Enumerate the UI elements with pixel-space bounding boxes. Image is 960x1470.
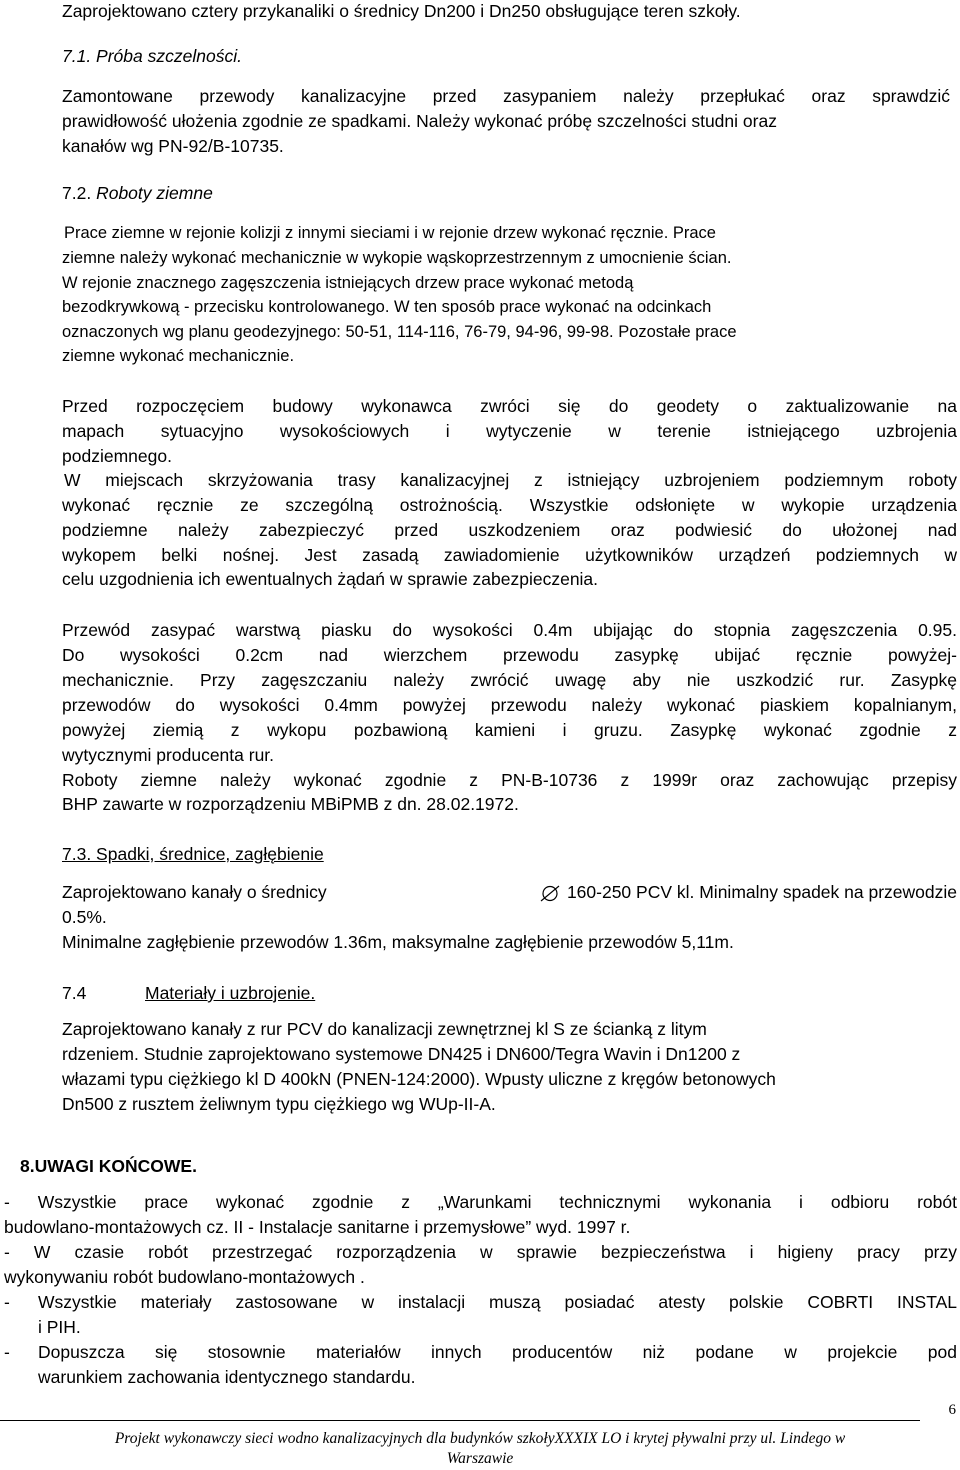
paragraph-line: Do wysokości 0.2cm nad wierzchem przewodu zasypkę ubijać ręcznie powyżej- (62, 645, 957, 665)
paragraph-line: prawidłowość ułożenia zgodnie ze spadkami. Należy wykonać próbę szczelności studni oraz (62, 111, 777, 131)
page-number: 6 (948, 1402, 956, 1418)
paragraph-line: BHP zawarte w rozporządzeniu MBiPMB z dn. 28.02.1972. (62, 794, 519, 814)
diameter-symbol-icon (539, 884, 561, 901)
paragraph-line: podziemne należy zabezpieczyć przed uszkodzeniem oraz podwiesić do ułożonej nad (62, 520, 957, 540)
paragraph-line: rdzeniem. Studnie zaprojektowano systemowe DN425 i DN600/Tegra Wavin i Dn1200 z (62, 1044, 741, 1064)
paragraph-line: celu uzgodnienia ich ewentualnych żądań w sprawie zabezpieczenia. (62, 569, 599, 589)
paragraph-line: Minimalne zagłębienie przewodów 1.36m, maksymalne zagłębienie przewodów 5,11m. (62, 932, 734, 952)
heading-text: 7.3. Spadki, średnice, zagłębienie (62, 844, 324, 864)
list-dash: - (4, 1292, 10, 1312)
section-7-1-heading (62, 44, 242, 68)
paragraph-line: W rejonie znacznego zagęszczenia istniejących drzew prace wykonać metodą (62, 274, 634, 292)
remark-line: - W czasie robót przestrzegać rozporządzenia w sprawie bezpieczeństwa i higieny pracy przy (4, 1242, 957, 1262)
footer-line: Projekt wykonawczy sieci wodno kanalizacyjnych dla budynków szkołyXXXIX LO i krytej pływalni przy ul. Lindego w (114, 1430, 846, 1447)
paragraph-line: Roboty ziemne należy wykonać zgodnie z PN-B-10736 z 1999r oraz zachowując przepisy (62, 770, 957, 790)
paragraph-line: wykonać ręcznie ze szczególną ostrożnością. Wszystkie odsłonięte w wykopie urządzenia (62, 495, 957, 515)
paragraph-line: powyżej ziemią z wykopu pozbawioną kamieni i gruzu. Zasypkę wykonać zgodnie z (62, 720, 957, 740)
remark-line: warunkiem zachowania identycznego standardu. (38, 1367, 416, 1387)
intro-line: Zaprojektowano cztery przykanaliki o średnicy Dn200 i Dn250 obsługujące teren szkoły. (62, 1, 741, 21)
paragraph-line: mechanicznie. Przy zagęszczaniu należy zwrócić uwagę aby nie uszkodzić rur. Zasypkę (62, 670, 957, 690)
paragraph-line: 0.5%. (62, 907, 107, 927)
paragraph-line: oznaczonych wg planu geodezyjnego: 50-51, 114-116, 76-79, 94-96, 99-98. Pozostałe prace (62, 323, 737, 341)
section-8-heading: 8.UWAGI KOŃCOWE. (20, 1156, 197, 1176)
paragraph-line: mapach sytuacyjno wysokościowych i wytyczenie w terenie istniejącego uzbrojenia (62, 421, 957, 441)
paragraph-line: przewodów do wysokości 0.4mm powyżej przewodu należy wykonać piaskiem kopalnianym, (62, 695, 957, 715)
diameter-group (531, 880, 957, 904)
paragraph-line: Zamontowane przewody kanalizacyjne przed zasypaniem należy przepłukać oraz sprawdzić (62, 86, 950, 106)
text-segment: 160-250 PCV kl. Minimalny spadek na przewodzie (566, 882, 957, 902)
section-7-4-heading (62, 981, 316, 1005)
paragraph-line: wytycznymi producenta rur. (62, 745, 275, 765)
heading-text: 7.1. Próba szczelności. (62, 46, 242, 66)
list-dash: - (4, 1342, 10, 1362)
paragraph-line: ziemne należy wykonać mechanicznie w wykopie wąskoprzestrzennym z umocnienie ścian. (62, 249, 732, 267)
remark-line: budowlano-montażowych cz. II - Instalacje sanitarne i przemysłowe” wyd. 1997 r. (4, 1217, 631, 1237)
text-segment: Zaprojektowano kanały o średnicy (62, 882, 327, 902)
remark-line: Wszystkie materiały zastosowane w instalacji muszą posiadać atesty polskie COBRTI INSTAL (38, 1292, 957, 1312)
paragraph-line: W miejscach skrzyżowania trasy kanalizacyjnej z istniejący uzbrojeniem podziemnym roboty (64, 470, 957, 490)
diameter-line (62, 880, 957, 904)
paragraph-line: bezodkrywkową - przecisku kontrolowanego. W ten sposób prace wykonać na odcinkach (62, 298, 712, 316)
paragraph-line: ziemne wykonać mechanicznie. (62, 347, 295, 365)
section-title: Roboty ziemne (96, 183, 213, 203)
remark-line: - Wszystkie prace wykonać zgodnie z „Warunkami technicznymi wykonania i odbioru robót (4, 1192, 957, 1212)
footer-divider (0, 1420, 920, 1421)
paragraph-line: kanałów wg PN-92/B-10735. (62, 136, 284, 156)
remark-line: i PIH. (38, 1317, 81, 1337)
section-number: 7.2. (62, 183, 92, 203)
paragraph-line: Dn500 z rusztem żeliwnym typu ciężkiego wg WUp-II-A. (62, 1094, 496, 1114)
paragraph-line: Przed rozpoczęciem budowy wykonawca zwróci się do geodety o zaktualizowanie na (62, 396, 957, 416)
paragraph-line: Przewód zasypać warstwą piasku do wysokości 0.4m ubijając do stopnia zagęszczenia 0.95. (62, 620, 957, 640)
paragraph-line: Prace ziemne w rejonie kolizji z innymi sieciami i w rejonie drzew wykonać ręcznie. Prace (64, 224, 716, 242)
paragraph-line: Zaprojektowano kanały z rur PCV do kanalizacji zewnętrznej kl S ze ścianką z litym (62, 1019, 707, 1039)
footer-line: Warszawie (446, 1450, 514, 1467)
section-7-2-heading (62, 181, 213, 205)
paragraph-line: wykopem belki nośnej. Jest zasadą zawiadomienie użytkowników urządzeń podziemnych w (62, 545, 957, 565)
section-title: Materiały i uzbrojenie. (145, 983, 316, 1003)
paragraph-line: podziemnego. (62, 446, 172, 466)
remark-line: wykonywaniu robót budowlano-montażowych . (4, 1267, 365, 1287)
paragraph-line: włazami typu ciężkiego kl D 400kN (PNEN-124:2000). Wpusty uliczne z kręgów betonowych (62, 1069, 776, 1089)
section-7-3-heading (62, 842, 324, 866)
section-number: 7.4 (62, 983, 87, 1003)
remark-line: Dopuszcza się stosownie materiałów innych producentów niż podane w projekcie pod (38, 1342, 957, 1362)
